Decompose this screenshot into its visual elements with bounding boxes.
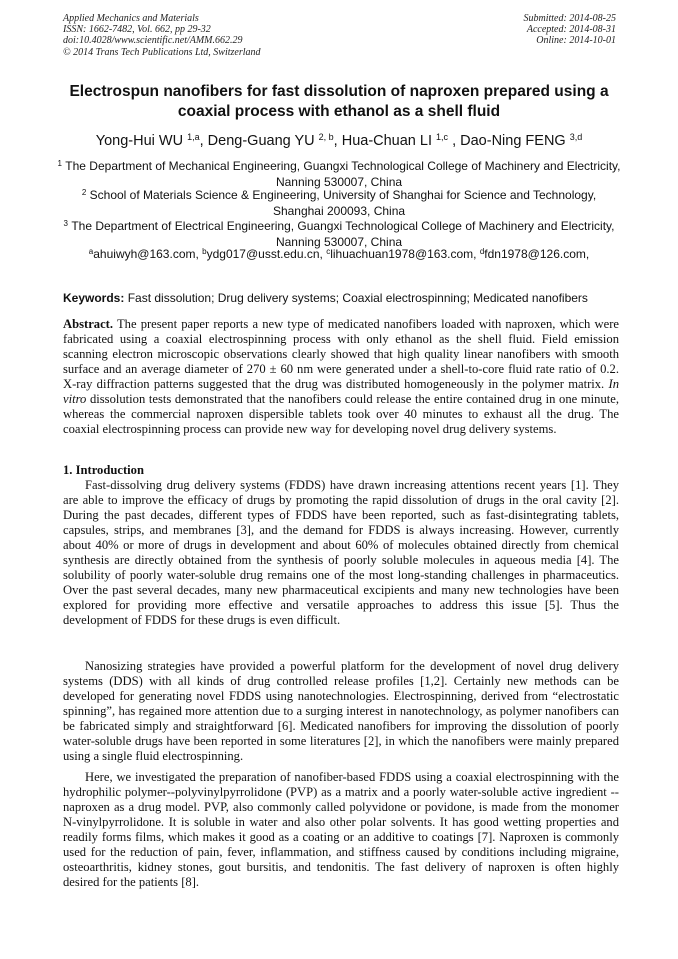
email-mark: d	[479, 247, 485, 256]
affiliation-text: The Department of Mechanical Engineering, Guangxi Technological College of Machinery and Electricity, Nanning 530007, China	[65, 159, 621, 189]
author-separator: ,	[199, 133, 208, 149]
author-name: Dao-Ning FENG	[460, 133, 566, 149]
issn-line: ISSN: 1662-7482, Vol. 662, pp 29-32	[63, 24, 211, 36]
keywords-label: Keywords:	[63, 291, 125, 305]
author-name: Yong-Hui WU	[95, 133, 184, 149]
abstract-label: Abstract.	[63, 317, 114, 331]
author-name: Deng-Guang YU	[207, 133, 315, 149]
online-date: Online: 2014-10-01	[536, 35, 616, 47]
affiliation	[55, 185, 623, 219]
section-heading: 1. Introduction	[63, 463, 144, 477]
email-mark: c	[326, 247, 331, 256]
submitted-date: Submitted: 2014-08-25	[523, 13, 616, 24]
journal-name: Applied Mechanics and Materials	[63, 13, 199, 24]
affiliation-number: 1	[57, 159, 62, 168]
accepted-date: Accepted: 2014-08-31	[526, 24, 616, 36]
publication-dates	[524, 13, 617, 47]
email-address[interactable]: fdn1978@126.com,	[484, 247, 590, 261]
author-affiliation-mark: 1,c	[436, 132, 449, 142]
author-affiliation-mark: 2, b	[318, 132, 334, 142]
email-list	[55, 244, 623, 262]
author-affiliation-mark: 1,a	[187, 132, 200, 142]
email-address[interactable]: ahuiwyh@163.com,	[93, 247, 203, 261]
abstract-text: The present paper reports a new type of medicated nanofibers loaded with naproxen, which were fabricated using a coaxial electrospinning process with only ethanol as the shell fluid. Field emission scanning electron microscopic observations clearly showed that high quality linear nanofibers with smooth surface and an average diameter of 270 ± 60 nm were generated under a shell-to-core fluid rate ratio of 0.2. X-ray diffraction patterns suggested that the drug was distributed homogeneously in the polymer matrix.	[63, 317, 619, 392]
author-affiliation-mark: 3,d	[569, 132, 583, 142]
affiliation-number: 2	[81, 188, 87, 197]
affiliation-text: School of Materials Science & Engineering, University of Shanghai for Science and Technology, Shanghai 200093, China	[89, 188, 597, 218]
email-address[interactable]: lihuachuan1978@163.com,	[330, 247, 480, 261]
abstract	[63, 317, 619, 437]
email-mark: b	[202, 247, 207, 256]
doi-line: doi:10.4028/www.scientific.net/AMM.662.29	[63, 35, 243, 47]
author-list	[40, 128, 638, 150]
journal-info	[63, 13, 261, 58]
paper-title: Electrospun nanofibers for fast dissolution of naproxen prepared using a coaxial process with ethanol as a shell fluid	[69, 83, 609, 120]
keywords	[63, 291, 619, 306]
author-separator: ,	[448, 133, 461, 149]
email-mark: a	[88, 247, 94, 256]
email-address[interactable]: ydg017@usst.edu.cn,	[206, 247, 327, 261]
copyright-line: © 2014 Trans Tech Publications Ltd, Switzerland	[63, 46, 261, 58]
affiliation-text: The Department of Electrical Engineering, Guangxi Technological College of Machinery and Electricity, Nanning 530007, China	[71, 219, 615, 249]
author-separator: ,	[333, 133, 342, 149]
affiliation-number: 3	[63, 219, 68, 228]
author-name: Hua-Chuan LI	[341, 133, 432, 149]
body-paragraph: Here, we investigated the preparation of nanofiber-based FDDS using a coaxial electrospinning with the hydrophilic polymer--polyvinylpyrrolidone (PVP) as a matrix and a poorly water-soluble active ingredient -- naproxen as a drug model. PVP, also commonly called polyvidone or povidone, is made from the monomer N-vinylpyrrolidone. It is soluble in water and also other polar solvents. It has good wetting properties and readily forms films, which makes it good as a coating or an additive to coatings [7]. Naproxen is commonly used for the reduction of pain, fever, inflammation, and stiffness caused by conditions including migraine, osteoarthritis, kidney stones, gout bursitis, and tendonitis. The fast delivery of naproxen is often highly desired for the patients [8].	[63, 770, 619, 890]
keywords-text: Fast dissolution; Drug delivery systems; Coaxial electrospinning; Medicated nanofibers	[124, 291, 588, 305]
abstract-text: dissolution tests demonstrated that the nanofibers could release the entire contained drug in one minute, whereas the commercial naproxen dispersible tablets took over 40 minutes to exhaust all the drug. The coaxial electrospinning process can provide new way for developing novel drug delivery systems.	[63, 392, 619, 437]
body-paragraph: Fast-dissolving drug delivery systems (FDDS) have drawn increasing attentions recent years [1]. They are able to improve the efficacy of drugs by promoting the rapid dissolution of drugs in the oral cavity [2]. During the past decades, different types of FDDS have been reported, such as fast-disintegrating tablets, capsules, strips, and membranes [3], and the demand for FDDS is always increasing. However, currently about 40% or more of drugs in development and about 60% of molecules obtained directly from chemical synthesis are directly obtained from the synthesis of poorly soluble molecules in aqueous media [4]. The solubility of poorly water-soluble drug remains one of the most long-standing challenges in pharmaceutics. Over the past several decades, many new pharmaceutical excipients and many new technologies have been explored for providing more effective and versatile approaches to address this issue [5]. Thus the development of FDDS for these drugs is even difficult.	[63, 478, 619, 628]
abstract-italic-term: In vitro	[63, 377, 619, 407]
body-paragraph: Nanosizing strategies have provided a powerful platform for the development of novel drug delivery systems (DDS) with all kinds of drug controlled release profiles [1,2]. Certainly new methods can be developed for generating novel FDDS using nanotechnologies. Electrospinning, derived from “electrostatic spinning”, has regained more attention due to a surging interest in nanotechnology, as polymer nanofibers can be fabricated simply and straightforward [6]. Medicated nanofibers for improving the dissolution of poorly water-soluble drugs have been reported in some literatures [2], in which the nanofibers were mainly prepared using a single fluid electrospinning.	[63, 659, 619, 764]
